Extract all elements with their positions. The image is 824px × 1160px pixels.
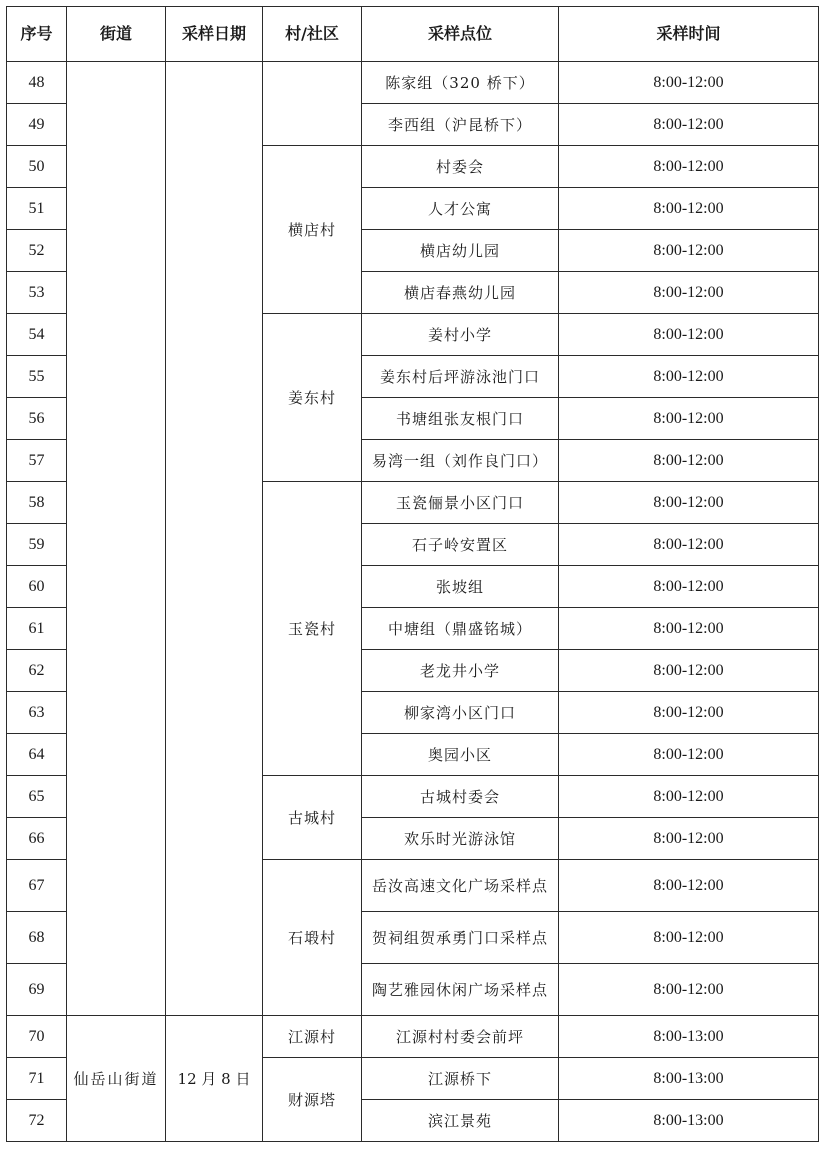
- row-seq: 61: [7, 608, 67, 650]
- date-cell: [166, 62, 263, 1016]
- row-seq: 65: [7, 776, 67, 818]
- sampling-time: 8:00-12:00: [559, 440, 819, 482]
- header-village: 村/社区: [263, 7, 362, 62]
- sampling-time: 8:00-13:00: [559, 1058, 819, 1100]
- row-seq: 51: [7, 188, 67, 230]
- sampling-time: 8:00-12:00: [559, 188, 819, 230]
- row-seq: 68: [7, 912, 67, 964]
- sampling-table: [6, 6, 819, 1142]
- sampling-time: 8:00-12:00: [559, 146, 819, 188]
- sampling-time: 8:00-12:00: [559, 734, 819, 776]
- row-seq: 56: [7, 398, 67, 440]
- sampling-time: 8:00-12:00: [559, 230, 819, 272]
- sampling-time: 8:00-12:00: [559, 608, 819, 650]
- row-seq: 48: [7, 62, 67, 104]
- village-cell: 横店村: [263, 146, 362, 314]
- row-seq: 69: [7, 964, 67, 1016]
- sampling-point: 人才公寓: [362, 188, 559, 230]
- sampling-time: 8:00-12:00: [559, 912, 819, 964]
- table-body: [7, 62, 819, 1142]
- row-seq: 58: [7, 482, 67, 524]
- row-seq: 59: [7, 524, 67, 566]
- sampling-point: 陈家组（320 桥下）: [362, 62, 559, 104]
- row-seq: 62: [7, 650, 67, 692]
- table-row: [7, 1016, 819, 1058]
- row-seq: 53: [7, 272, 67, 314]
- sampling-time: 8:00-12:00: [559, 692, 819, 734]
- row-seq: 54: [7, 314, 67, 356]
- sampling-time: 8:00-12:00: [559, 104, 819, 146]
- row-seq: 63: [7, 692, 67, 734]
- sampling-point: 江源村村委会前坪: [362, 1016, 559, 1058]
- sampling-point: 横店幼儿园: [362, 230, 559, 272]
- village-cell: 江源村: [263, 1016, 362, 1058]
- sampling-time: 8:00-12:00: [559, 482, 819, 524]
- row-seq: 66: [7, 818, 67, 860]
- row-seq: 70: [7, 1016, 67, 1058]
- street-cell: [67, 62, 166, 1016]
- row-seq: 67: [7, 860, 67, 912]
- sampling-time: 8:00-12:00: [559, 398, 819, 440]
- village-cell: 古城村: [263, 776, 362, 860]
- row-seq: 72: [7, 1100, 67, 1142]
- table-header: [7, 7, 819, 62]
- sampling-time: 8:00-12:00: [559, 818, 819, 860]
- sampling-time: 8:00-12:00: [559, 650, 819, 692]
- village-cell: 石塅村: [263, 860, 362, 1016]
- sampling-point: 易湾一组（刘作良门口）: [362, 440, 559, 482]
- sampling-point: 江源桥下: [362, 1058, 559, 1100]
- row-seq: 50: [7, 146, 67, 188]
- sampling-point: 古城村委会: [362, 776, 559, 818]
- village-cell: 财源塔: [263, 1058, 362, 1142]
- sampling-point: 陶艺雅园休闲广场采样点: [362, 964, 559, 1016]
- table-row: [7, 62, 819, 104]
- row-seq: 71: [7, 1058, 67, 1100]
- street-cell: 仙岳山街道: [67, 1016, 166, 1142]
- header-point: 采样点位: [362, 7, 559, 62]
- sampling-time: 8:00-13:00: [559, 1016, 819, 1058]
- sampling-point: 滨江景苑: [362, 1100, 559, 1142]
- sampling-time: 8:00-12:00: [559, 356, 819, 398]
- sampling-time: 8:00-12:00: [559, 964, 819, 1016]
- sampling-time: 8:00-12:00: [559, 776, 819, 818]
- sampling-time: 8:00-13:00: [559, 1100, 819, 1142]
- sampling-point: 村委会: [362, 146, 559, 188]
- sampling-point: 书塘组张友根门口: [362, 398, 559, 440]
- row-seq: 64: [7, 734, 67, 776]
- sampling-time: 8:00-12:00: [559, 272, 819, 314]
- sampling-time: 8:00-12:00: [559, 524, 819, 566]
- sampling-point: 欢乐时光游泳馆: [362, 818, 559, 860]
- sampling-point: 姜东村后坪游泳池门口: [362, 356, 559, 398]
- sampling-point: 横店春燕幼儿园: [362, 272, 559, 314]
- sampling-point: 李西组（沪昆桥下）: [362, 104, 559, 146]
- sampling-point: 岳汝高速文化广场采样点: [362, 860, 559, 912]
- row-seq: 52: [7, 230, 67, 272]
- row-seq: 49: [7, 104, 67, 146]
- row-seq: 55: [7, 356, 67, 398]
- sampling-time: 8:00-12:00: [559, 62, 819, 104]
- sampling-point: 玉瓷俪景小区门口: [362, 482, 559, 524]
- village-cell: 玉瓷村: [263, 482, 362, 776]
- header-row: [7, 7, 819, 62]
- sampling-point: 奥园小区: [362, 734, 559, 776]
- sampling-point: 老龙井小学: [362, 650, 559, 692]
- village-cell: [263, 62, 362, 146]
- sampling-time: 8:00-12:00: [559, 566, 819, 608]
- header-seq: 序号: [7, 7, 67, 62]
- header-street: 街道: [67, 7, 166, 62]
- sampling-point: 石子岭安置区: [362, 524, 559, 566]
- sampling-point: 柳家湾小区门口: [362, 692, 559, 734]
- sampling-time: 8:00-12:00: [559, 314, 819, 356]
- village-cell: 姜东村: [263, 314, 362, 482]
- sampling-point: 姜村小学: [362, 314, 559, 356]
- sampling-time: 8:00-12:00: [559, 860, 819, 912]
- row-seq: 60: [7, 566, 67, 608]
- header-date: 采样日期: [166, 7, 263, 62]
- sampling-point: 中塘组（鼎盛铭城）: [362, 608, 559, 650]
- sampling-point: 贺祠组贺承勇门口采样点: [362, 912, 559, 964]
- header-time: 采样时间: [559, 7, 819, 62]
- row-seq: 57: [7, 440, 67, 482]
- date-cell: 12 月 8 日: [166, 1016, 263, 1142]
- sampling-point: 张坡组: [362, 566, 559, 608]
